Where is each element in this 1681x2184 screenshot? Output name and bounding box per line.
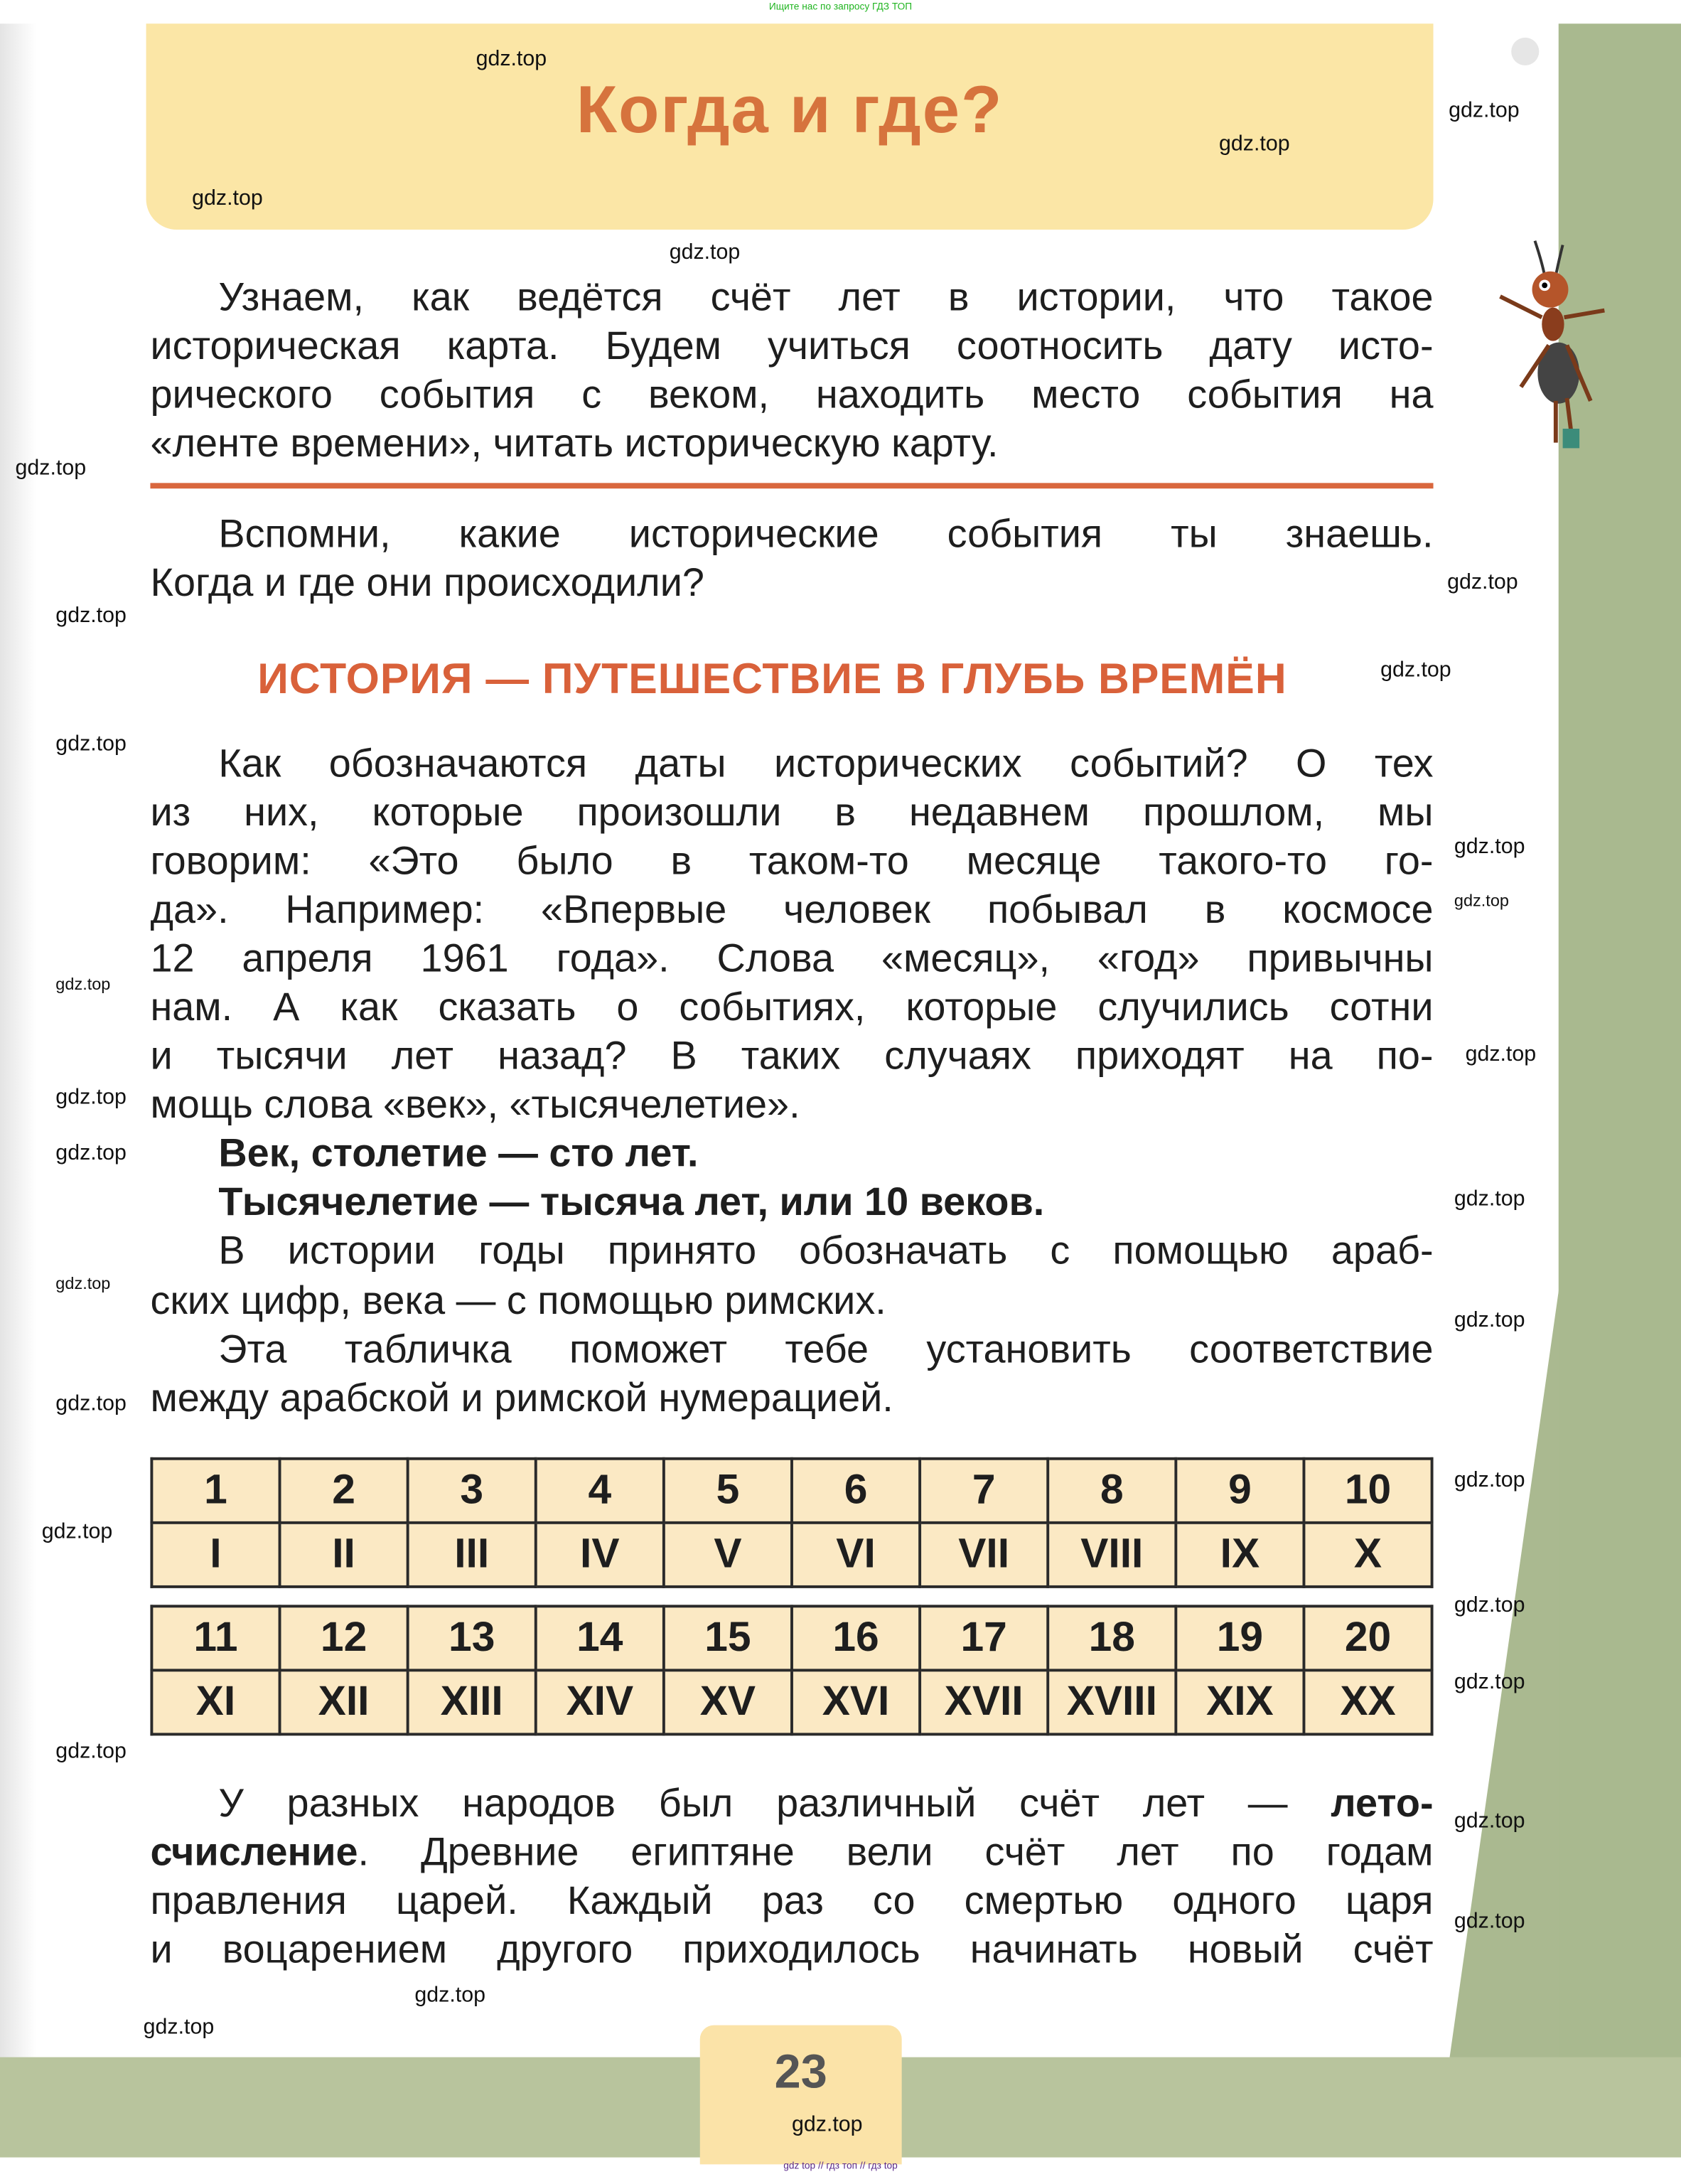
top-banner: Ищите нас по запросу ГДЗ ТОП (768, 2, 913, 13)
intro-line: рического события с веком, находить место события на (150, 373, 1434, 418)
roman-cell: IX (1176, 1523, 1304, 1587)
paragraph-line: говорим: «Это было в таком-то месяце такого-то го- (150, 839, 1434, 884)
roman-cell: XVIII (1048, 1670, 1176, 1734)
paragraph-line: мощь слова «век», «тысячелетие». (150, 1083, 800, 1128)
roman-cell: XX (1304, 1670, 1432, 1734)
paragraph-line (218, 1780, 1433, 1828)
roman-cell: XIII (408, 1670, 536, 1734)
paragraph-line: 12 апреля 1961 года». Слова «месяц», «год» привычны (150, 936, 1434, 982)
intro-line: историческая карта. Будем учиться соотносить дату исто- (150, 324, 1434, 369)
watermark: gdz.top (55, 604, 127, 628)
watermark: gdz.top (1454, 1468, 1525, 1492)
roman-cell: VIII (1048, 1523, 1176, 1587)
watermark: gdz.top (41, 1519, 113, 1544)
text: У разных народов был различный счёт лет — (218, 1781, 1331, 1826)
watermark: gdz.top (1454, 1593, 1525, 1617)
watermark: gdz.top (1454, 835, 1525, 859)
paragraph-line: между арабской и римской нумерацией. (150, 1376, 893, 1421)
roman-cell: XV (664, 1670, 792, 1734)
paragraph-line: правления царей. Каждый раз со смертью одного царя (150, 1879, 1434, 1924)
page-gutter (0, 23, 36, 2058)
arabic-cell: 16 (792, 1606, 920, 1670)
watermark: gdz.top (476, 47, 547, 71)
arabic-row (151, 1606, 1432, 1670)
numeral-table-1-10 (150, 1457, 1433, 1588)
divider (150, 483, 1433, 488)
watermark: gdz.top (55, 732, 127, 756)
intro-line: Узнаем, как ведётся счёт лет в истории, что такое (218, 275, 1434, 321)
roman-cell: X (1304, 1523, 1432, 1587)
paragraph-line (150, 1829, 1433, 1877)
arabic-cell: 8 (1048, 1459, 1176, 1523)
numeral-table-11-20 (150, 1605, 1433, 1735)
roman-cell: IV (536, 1523, 664, 1587)
arabic-cell: 7 (920, 1459, 1048, 1523)
watermark: gdz.top (55, 1141, 127, 1165)
watermark: gdz.top (55, 974, 111, 994)
arabic-cell: 5 (664, 1459, 792, 1523)
watermark: gdz.top (55, 1391, 127, 1416)
arabic-cell: 18 (1048, 1606, 1176, 1670)
page-title: Когда и где? (576, 73, 1004, 148)
watermark: gdz.top (55, 1273, 111, 1293)
paragraph-line: Как обозначаются даты исторических событий? О тех (218, 742, 1434, 787)
paragraph-line: и воцарением другого приходилось начинать новый счёт (150, 1927, 1434, 1973)
paragraph-line: да». Например: «Впервые человек побывал в космосе (150, 888, 1434, 933)
paragraph-line: В истории годы принято обозначать с помощью араб- (218, 1228, 1434, 1274)
roman-cell: V (664, 1523, 792, 1587)
watermark: gdz.top (1465, 1042, 1537, 1066)
arabic-cell: 15 (664, 1606, 792, 1670)
term-chronology: счисление (150, 1830, 358, 1875)
arabic-cell: 20 (1304, 1606, 1432, 1670)
watermark: gdz.top (1454, 1187, 1525, 1211)
paragraph-line: и тысячи лет назад? В таких случаях приходят на по- (150, 1034, 1434, 1079)
arabic-cell: 14 (536, 1606, 664, 1670)
arabic-cell: 12 (280, 1606, 408, 1670)
roman-cell: XII (280, 1670, 408, 1734)
arabic-cell: 13 (408, 1606, 536, 1670)
section-heading: ИСТОРИЯ — ПУТЕШЕСТВИЕ В ГЛУБЬ ВРЕМЁН (257, 654, 1287, 703)
definition-century: Век, столетие — сто лет. (218, 1131, 699, 1177)
watermark: gdz.top (55, 1086, 127, 1110)
arabic-cell: 10 (1304, 1459, 1432, 1523)
roman-row (151, 1670, 1432, 1734)
arabic-row (151, 1459, 1432, 1523)
arabic-cell: 2 (280, 1459, 408, 1523)
paragraph-line: ских цифр, века — с помощью римских. (150, 1279, 886, 1324)
paragraph-line: из них, которые произошли в недавнем прошлом, мы (150, 791, 1434, 835)
roman-cell: I (151, 1523, 279, 1587)
roman-row (151, 1523, 1432, 1587)
roman-cell: VI (792, 1523, 920, 1587)
term-chronology: лето- (1331, 1781, 1434, 1826)
watermark: gdz.top (1449, 99, 1520, 123)
recall-line: Вспомни, какие исторические события ты знаешь. (218, 512, 1434, 557)
roman-cell: XI (151, 1670, 279, 1734)
watermark: gdz.top (15, 456, 87, 481)
watermark: gdz.top (1447, 570, 1518, 594)
arabic-cell: 17 (920, 1606, 1048, 1670)
arabic-cell: 6 (792, 1459, 920, 1523)
watermark: gdz.top (1380, 658, 1451, 682)
text: . Древние египтяне вели счёт лет по годам (358, 1830, 1434, 1875)
watermark: gdz.top (192, 186, 263, 210)
roman-cell: III (408, 1523, 536, 1587)
roman-cell: XVI (792, 1670, 920, 1734)
watermark: gdz.top (1454, 1809, 1525, 1834)
paragraph-line: Эта табличка поможет тебе установить соответствие (218, 1327, 1434, 1373)
definition-millennium: Тысячелетие — тысяча лет, или 10 веков. (218, 1180, 1045, 1225)
watermark: gdz.top (55, 1740, 127, 1764)
arabic-cell: 9 (1176, 1459, 1304, 1523)
arabic-cell: 4 (536, 1459, 664, 1523)
watermark: gdz.top (669, 240, 741, 264)
roman-cell: XIV (536, 1670, 664, 1734)
roman-cell: XIX (1176, 1670, 1304, 1734)
page-number: 23 (774, 2045, 827, 2099)
arabic-cell: 3 (408, 1459, 536, 1523)
watermark: gdz.top (1454, 1670, 1525, 1694)
roman-cell: VII (920, 1523, 1048, 1587)
watermark: gdz.top (1454, 1910, 1525, 1934)
bottom-banner: gdz top // гдз топ // гдз top (783, 2161, 898, 2172)
arabic-cell: 1 (151, 1459, 279, 1523)
watermark: gdz.top (143, 2015, 215, 2040)
paragraph-line: нам. А как сказать о событиях, которые случились сотни (150, 985, 1434, 1030)
watermark: gdz.top (791, 2112, 863, 2137)
roman-cell: II (280, 1523, 408, 1587)
arabic-cell: 11 (151, 1606, 279, 1670)
ant-illustration-icon (1486, 234, 1611, 456)
recall-line: Когда и где они происходили? (150, 560, 704, 606)
roman-cell: XVII (920, 1670, 1048, 1734)
watermark: gdz.top (1219, 132, 1290, 156)
arabic-cell: 19 (1176, 1606, 1304, 1670)
watermark: gdz.top (1454, 890, 1509, 911)
watermark: gdz.top (414, 1983, 485, 2008)
decorative-dot (1511, 38, 1539, 65)
intro-line: «ленте времени», читать историческую карту. (150, 422, 999, 466)
watermark: gdz.top (1454, 1308, 1525, 1332)
